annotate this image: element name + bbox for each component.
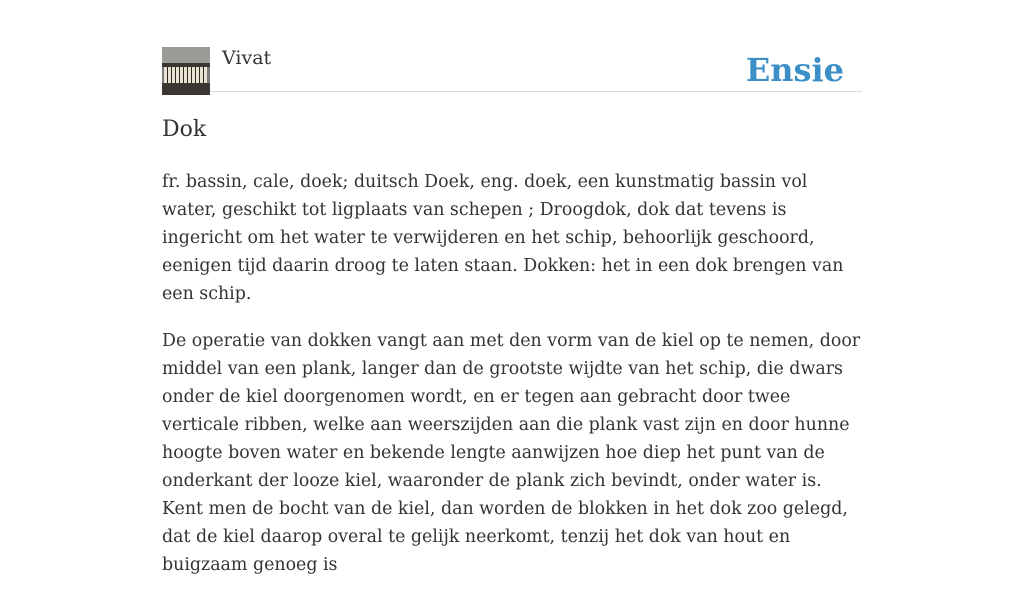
- page-title: Dok: [162, 117, 207, 142]
- paragraph: fr. bassin, cale, doek; duitsch Doek, eng. doek, een kunstmatig bassin vol water, geschikt tot ligplaats van schepen ; Droogdok, dok dat tevens is ingericht om het water te verwijderen en het schip, behoorlijk geschoord, eenigen tijd daarin droog te laten staan. Dokken: het in een dok brengen van een schip.: [162, 172, 844, 304]
- article-body: [162, 168, 862, 598]
- brand-logo[interactable]: Ensie: [745, 51, 844, 89]
- paragraph: De operatie van dokken vangt aan met den vorm van de kiel op te nemen, door middel van een plank, langer dan de grootste wijdte van het schip, die dwars onder de kiel doorgenomen wordt, en er tegen aan gebracht door twee verticale ribben, welke aan weerszijden aan die plank vast zijn en door hunne hoogte boven water en bekende lengte aanwijzen hoe diep het punt van de onderkant der looze kiel, waaronder de plank zich bevindt, onder water is. Kent men de bocht van de kiel, dan worden de blokken in het dok zoo gelegd, dat de kiel daarop overal te gelijk neerkomt, tenzij het dok van hout en buigzaam genoeg is: [162, 331, 861, 575]
- avatar[interactable]: [162, 47, 210, 95]
- avatar-image: [162, 47, 210, 95]
- username[interactable]: Vivat: [222, 47, 272, 69]
- header: [162, 0, 862, 92]
- article-page: [162, 0, 862, 575]
